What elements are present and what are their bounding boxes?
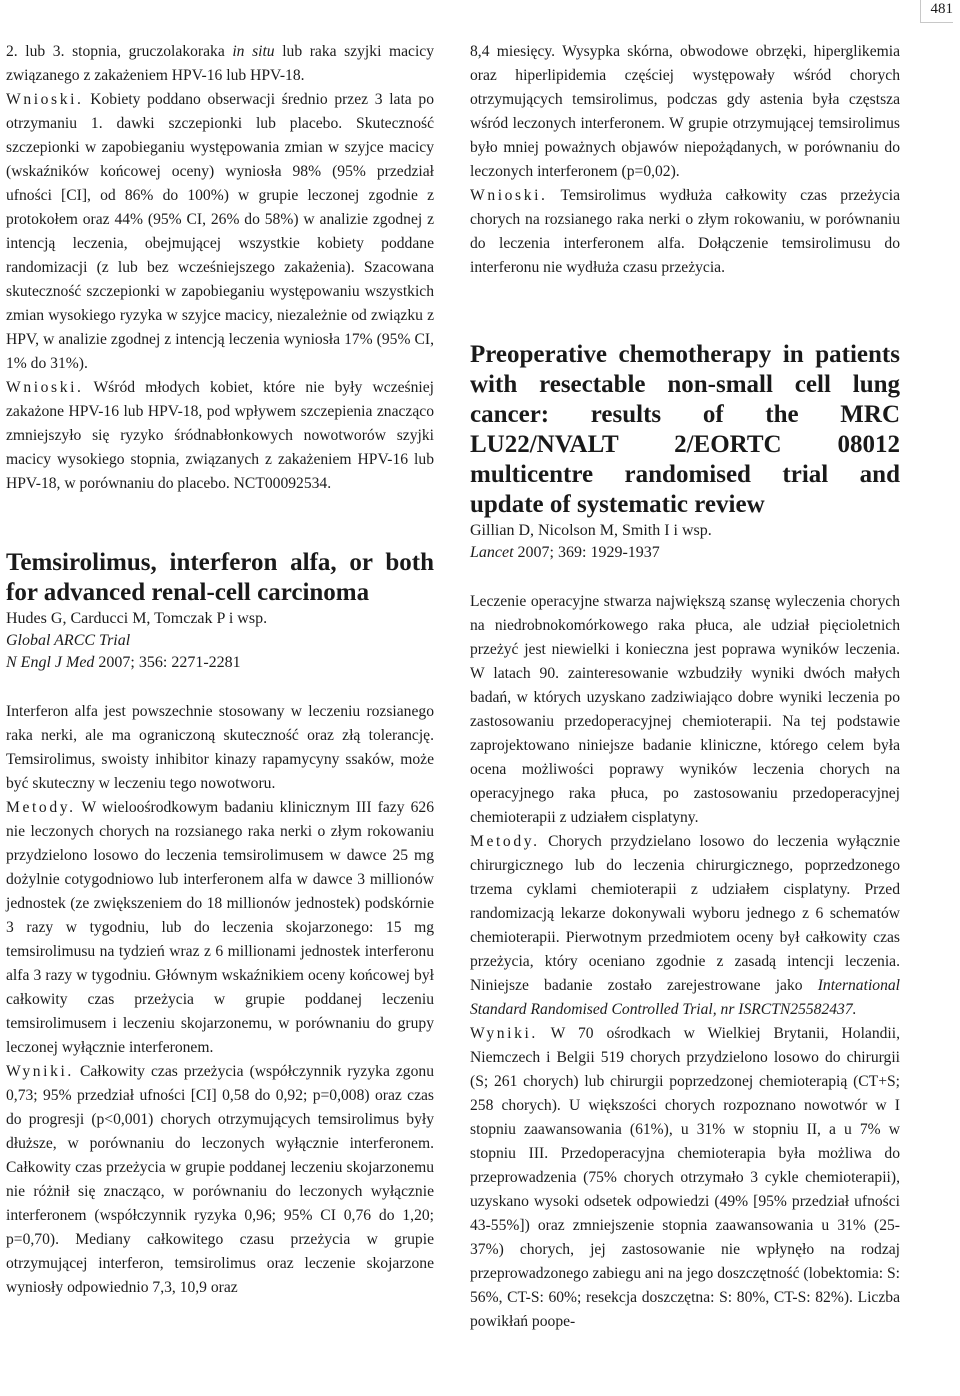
results-text: Całkowity czas przeżycia (współczynnik ryzyka zgonu 0,73; 95% przedział ufności [CI] 0,58 do 0,92; p=0,008) oraz czas do progresji (p<0,001) chorych otrzymujących temsirolimus były dłuższe, w porównaniu do leczonych wyłącznie interferonem. Całkowity czas przeżycia w grupie poddanej leczeniu skojarzonemu nie różnił się znacząco, w porównaniu do leczonych wyłącznie interferonem (współczynnik ryzyka 0,96; 95% CI 0,76 do 1,20; p=0,70). Mediany całkowitego czasu przeżycia w grupie otrzymującej interferon, temsirolimus oraz leczenie skojarzone wyniosły odpowiednio 7,3, 10,9 oraz [6,1063,434,1296]
conclusions-paragraph-2 [6,376,434,496]
continuation-text: 2. lub 3. stopnia, gruczolakoraka [6,43,233,60]
conclusions-text-right: Temsirolimus wydłuża całkowity czas przeżycia chorych na rozsianego raka nerki o złym rokowaniu, w porównaniu do leczenia interferonem alfa. Dołączenie temsirolimusu do interferonu nie wydłuża czasu przeżycia. [470,187,900,276]
right-column [470,40,900,1334]
journal-citation: 2007; 369: 1929-1937 [513,544,660,561]
methods-paragraph [6,796,434,1060]
conclusions-paragraph-1 [6,88,434,376]
conclusions-paragraph-right [470,184,900,280]
intro-paragraph-right: Leczenie operacyjne stwarza największą szansę wyleczenia chorych na niedrobnokomórkowego raka płuca, ale udział pięcioletnich przeżyć jest niewielki i konieczna jest poprawa wyników leczenia. W latach 90. zainteresowanie wzbudziły wyniki dwóch małych badań, w których uzyskano zadziwiająco dobre wyniki leczenia po zastosowaniu przedoperacyjnej chemioterapii. Na tej podstawie zaprojektowano niniejsze badanie kliniczne, którego celem była ocena możliwości poprawy wyników leczenia chorych na operacyjnego raka płuca, po zastosowaniu przedoperacyjnej chemioterapii z udziałem cisplatyny. [470,593,900,826]
section-lead-wnioski: Wnioski. [6,379,84,396]
results-text-right: W 70 ośrodkach w Wielkiej Brytanii, Holandii, Niemczech i Belgii 519 chorych przydzielono losowo do chirurgii (S; 261 chorych) lub chirurgii poprzedzonej chemioterapią (CT+S; 258 chorych). U większości chorych rozpoznano nowotwór w I stopniu zaawansowania (61%), u 31% w stopniu II, a u 7% w stopniu III. Przedoperacyjna chemioterapia była możliwa do przeprowadzenia (75% chorych otrzymało 3 cykle chemioterapii), uzyskano wysoki odsetek odpowiedzi (49% [95% przedział ufności 43-55%]) oraz zmniejszenie stopnia zaawansowania u 31% (25-37%) chorych, jej zastosowanie nie wpłynęło na rodzaj przeprowadzonego zabiegu ani na jego doszczętność (lobektomia: S: 56%, CT-S: 60%; resekcja doszczętna: S: 80%, CT-S: 82%). Liczba powikłań poope- [470,1025,900,1330]
continuation-text-end: lub raka szyjki macicy związanego z zakażeniem HPV-16 lub HPV-18. [6,43,435,84]
methods-paragraph-right [470,830,900,1022]
continuation-paragraph-right: 8,4 miesięcy. Wysypka skórna, obwodowe obrzęki, hiperglikemia oraz hiperlipidemia częściej występowały wśród chorych otrzymujących temsirolimus, podczas gdy astenia była częstsza wśród leczonych interferonem. W grupie otrzymującej temsirolimus było mniej poważnych objawów niepożądanych, w porównaniu do leczonych interferonem (p=0,02). [470,43,900,180]
journal-reference-right [470,542,900,564]
journal-name: Lancet [470,544,514,561]
section-lead-wyniki: Wyniki. [6,1063,74,1080]
article-title: Temsirolimus, interferon alfa, or both for advanced renal-cell carcinoma [6,549,434,606]
article-authors-right: Gillian D, Nicolson M, Smith I i wsp. [470,522,712,539]
article-authors: Hudes G, Carducci M, Tomczak P i wsp. [6,610,268,627]
section-lead-metody: Metody. [6,799,76,816]
journal-citation: 2007; 356: 2271-2281 [94,654,241,671]
continuation-paragraph [6,40,434,88]
section-lead-metody: Metody. [470,833,540,850]
intro-paragraph: Interferon alfa jest powszechnie stosowany w leczeniu rozsianego raka nerki, ale ma ograniczoną skuteczność oraz złą tolerancję. Temsirolimus, swoisty inhibitor kinazy rapamycyny ssaków, może być skuteczny w leczeniu tego nowotworu. [6,703,434,792]
article-subtitle: Global ARCC Trial [6,632,131,649]
results-paragraph [6,1060,434,1300]
journal-name: N Engl J Med [6,654,95,671]
results-paragraph-right [470,1022,900,1334]
journal-reference [6,652,434,674]
left-column [6,40,434,1300]
methods-text: W wieloośrodkowym badaniu klinicznym III fazy 626 nie leczonych chorych na rozsianego raka nerki o złym rokowaniu przydzielono losowo do leczenia temsirolimusem w dawce 25 mg dożylnie cotygodniowo lub interferonem alfa w dawce 3 millionów jednostek (ze zwiększeniem do 18 millionów jednostek) podskórnie 3 razy w tygodniu, lub do leczenia skojarzonego: 15 mg temsirolimusu na tydzień wraz z 6 millionami jednostek interferonu alfa 3 razy w tygodniu. Głównym wskaźnikiem oceny końcowej był całkowity czas przeżycia w grupie poddanej leczeniu temsirolimusem i leczeniu skojarzonemu, w porównaniu do grupy leczonej wyłącznie interferonem. [6,799,434,1056]
article-title-right: Preoperative chemotherapy in patients with resectable non-small cell lung cancer: results of the MRC LU22/NVALT 2/EORTC 08012 multicentre randomised trial and update of systematic review [470,341,900,518]
trial-registration: International Standard Randomised Controlled Trial, nr ISRCTN25582437. [470,977,900,1018]
conclusions-text-1: Kobiety poddano obserwacji średnio przez 3 lata po otrzymaniu 1. dawki szczepionki lub placebo. Skuteczność szczepionki w zapobieganiu występowania zmian w szyjce macicy (wskaźników końcowej oceny) wyniosła 98% (95% przedział ufności [CI], od 86% do 100%) w grupie leczonej zgodnie z protokołem oraz 44% (95% CI, 26% do 58%) w analizie zgodnej z intencją leczenia, obejmującej wszystkie kobiety poddane randomizacji (z lub bez wcześniejszego zakażenia). Szacowana skuteczność szczepionki w zapobieganiu występowaniu wszystkich zmian wysokiego ryzyka w szyjce macicy, niezależnie od związku z HPV, w analizie zgodnej z intencją leczenia wyniosła 17% (95% CI, 1% do 31%). [6,91,434,372]
page-number: 481 [920,0,954,23]
section-lead-wnioski: Wnioski. [470,187,548,204]
conclusions-text-2: Wśród młodych kobiet, które nie były wcześniej zakażone HPV-16 lub HPV-18, pod wpływem szczepienia znacząco zmniejszyło się ryzyko śródnabłonkowych nowotworów szyjki macicy wysokiego stopnia, związanych z zakażeniem HPV-16 lub HPV-18, w porównaniu do placebo. NCT00092534. [6,379,434,492]
section-lead-wyniki: Wyniki. [470,1025,538,1042]
methods-text-right: Chorych przydzielano losowo do leczenia wyłącznie chirurgicznego lub do leczenia chirurgicznego, poprzedzonego trzema cyklami chemioterapii z udziałem cisplatyny. Przed randomizacją lekarze dokonywali wyboru jednego z 6 schematów chemioterapii. Pierwotnym przedmiotem oceny był całkowity czas przeżycia, który oceniano zgodnie z zasadą intencji leczenia. Niniejsze badanie zostało zarejestrowane jako [470,833,900,994]
section-lead-wnioski: Wnioski. [6,91,84,108]
italic-term: in situ [232,43,275,60]
